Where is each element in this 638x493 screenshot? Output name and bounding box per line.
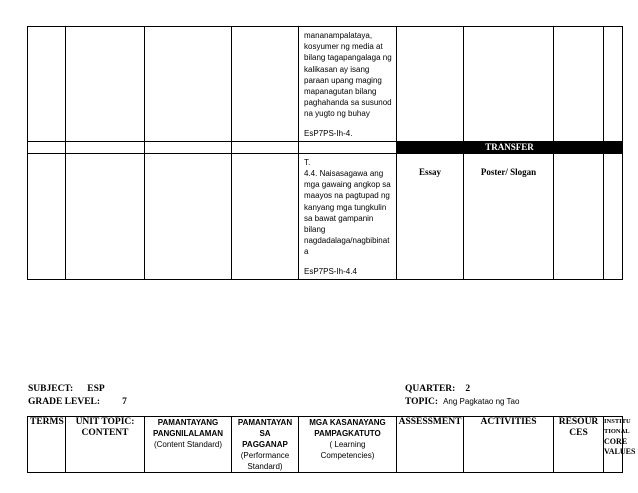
competency-line: mananampalataya, xyxy=(304,31,373,40)
blank-cell xyxy=(66,141,145,153)
curriculum-map-continuation-table xyxy=(27,26,623,280)
unit-topic-cell xyxy=(66,27,145,142)
terms-cell xyxy=(28,27,66,142)
quarter-line xyxy=(405,384,470,394)
competency-line: kosyumer ng media at xyxy=(304,42,383,52)
terms-header-label: TERMS xyxy=(30,417,64,427)
resources-cell xyxy=(554,27,604,142)
competency-line: kanyang mga tungkulin xyxy=(304,202,387,212)
terms-header xyxy=(28,417,66,473)
header-line: Competencies) xyxy=(320,451,375,460)
learning-competency-cell xyxy=(299,153,397,279)
header-line: Standard) xyxy=(247,462,283,471)
activities-cell xyxy=(464,27,554,142)
header-line: PAMANTAYANG xyxy=(157,418,219,427)
grade-level-label: GRADE LEVEL: xyxy=(28,397,101,407)
resources-cell xyxy=(554,153,604,279)
competency-text xyxy=(299,27,396,141)
quarter-label: QUARTER: xyxy=(405,384,456,394)
header-line: (Performance xyxy=(240,451,290,460)
header-line: CONTENT xyxy=(81,428,129,438)
topic-label: TOPIC: xyxy=(405,397,439,407)
header-line: PAMANTAYAN SA xyxy=(237,418,293,438)
competency-line: T. xyxy=(304,157,311,167)
competency-line: mapanagutan bilang xyxy=(304,87,377,97)
competency-line: kalikasan ay isang xyxy=(304,64,370,74)
competency-line: bilang tagapangalaga ng xyxy=(304,53,392,63)
transfer-row xyxy=(28,141,623,153)
competency-line: bilang xyxy=(304,225,326,235)
competency-line: a xyxy=(304,247,309,257)
performance-standard-cell xyxy=(232,153,299,279)
header-line: CES xyxy=(569,428,588,438)
activities-value: Poster/ Slogan xyxy=(480,166,537,177)
transfer-heading: TRANSFER xyxy=(397,141,623,153)
unit-topic-header xyxy=(66,417,145,473)
activities-header xyxy=(464,417,554,473)
competency-line: na yugto ng buhay xyxy=(304,109,370,119)
header-line: INSTITU xyxy=(604,418,631,425)
performance-standard-header xyxy=(232,417,299,473)
competency-line: nagdadalaga/nagbibinat xyxy=(304,236,390,246)
core-values-header xyxy=(604,417,636,473)
grade-level-line xyxy=(28,397,127,407)
competency-line: paghahanda sa susunod xyxy=(304,98,392,108)
header-line: RESOUR xyxy=(558,417,599,427)
competency-line: 4.4. Naisasagawa ang xyxy=(304,169,384,179)
performance-standard-cell xyxy=(232,27,299,142)
content-standard-cell xyxy=(145,153,232,279)
header-line: (Content Standard) xyxy=(153,440,223,449)
core-values-cell xyxy=(604,153,623,279)
header-row xyxy=(28,417,623,473)
terms-cell xyxy=(28,153,66,279)
unit-topic-cell xyxy=(66,153,145,279)
assessment-header-label: ASSESSMENT xyxy=(398,417,462,427)
learning-competencies-header xyxy=(299,417,397,473)
grade-level-value: 7 xyxy=(122,397,127,407)
activities-header-label: ACTIVITIES xyxy=(480,417,537,427)
competency-line: sa bawat gampanin xyxy=(304,213,374,223)
header-line: TIONAL xyxy=(604,428,630,435)
header-line: CORE xyxy=(604,437,628,446)
header-line: MGA KASANAYANG xyxy=(309,418,386,427)
resources-header xyxy=(554,417,604,473)
assessment-header xyxy=(397,417,464,473)
content-standard-cell xyxy=(145,27,232,142)
header-line: PANGNILALAMAN xyxy=(152,429,224,438)
subject-label: SUBJECT: xyxy=(28,384,74,394)
competency-line: paraan upang maging xyxy=(304,75,382,85)
header-line: PAMPAGKATUTO xyxy=(314,429,381,438)
curriculum-map-header-table xyxy=(27,416,636,473)
core-values-cell xyxy=(604,27,623,142)
header-line: PAGGANAP xyxy=(242,440,288,449)
quarter-value: 2 xyxy=(465,384,471,394)
activities-cell xyxy=(464,153,554,279)
competency-code: EsP7PS-Ih-4.4 xyxy=(304,266,357,276)
competency-code: EsP7PS-Ih-4. xyxy=(304,128,353,138)
learning-competency-cell xyxy=(299,27,397,142)
blank-cell xyxy=(232,141,299,153)
assessment-cell xyxy=(397,27,464,142)
competency-line: maayos na pagtupad ng xyxy=(304,191,390,201)
assessment-cell xyxy=(397,153,464,279)
topic-value: Ang Pagkatao ng Tao xyxy=(443,397,520,406)
blank-cell xyxy=(299,141,397,153)
subject-line xyxy=(28,384,105,394)
table-row xyxy=(28,27,623,142)
subject-value: ESP xyxy=(87,384,105,394)
header-line: ( Learning xyxy=(329,440,366,449)
blank-cell xyxy=(28,141,66,153)
competency-text xyxy=(299,154,396,279)
blank-cell xyxy=(145,141,232,153)
header-line: UNIT TOPIC: xyxy=(75,417,135,427)
table-row xyxy=(28,153,623,279)
competency-line: mga gawaing angkop sa xyxy=(304,180,391,190)
header-line: VALUES xyxy=(604,447,636,456)
assessment-value: Essay xyxy=(418,166,441,177)
content-standard-header xyxy=(145,417,232,473)
topic-line xyxy=(405,397,519,407)
